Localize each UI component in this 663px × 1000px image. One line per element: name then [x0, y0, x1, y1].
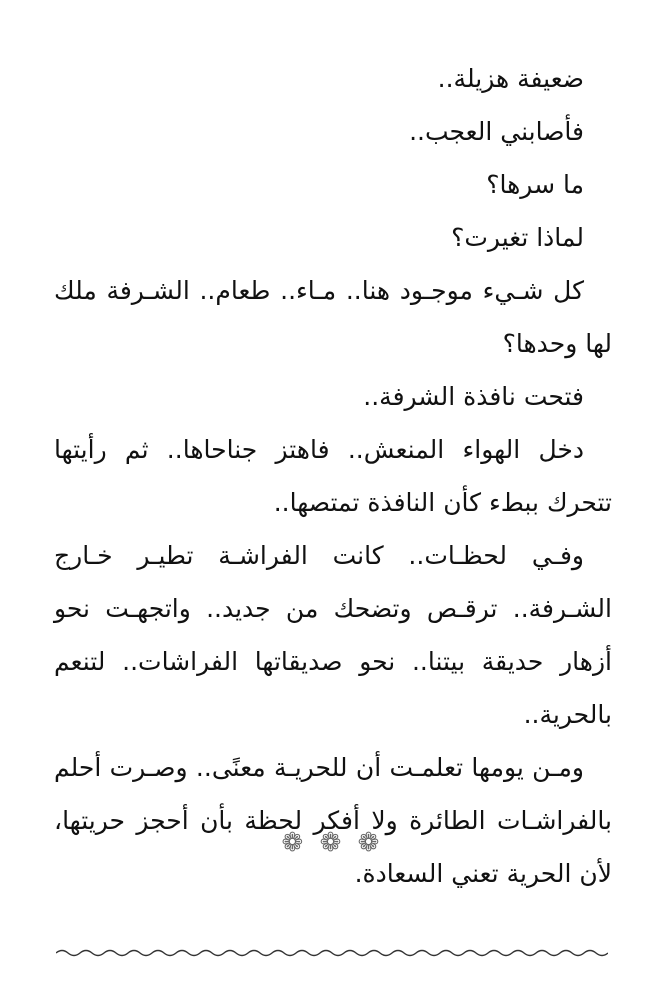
flower-ornament-icon: ❁ — [281, 828, 306, 858]
paragraph: كل شـيء موجـود هنا.. مـاء.. طعام.. الشـرفة ملك لها وحدها؟ — [54, 276, 612, 358]
section-ornament — [0, 828, 663, 858]
text-line: ما سرها؟ — [486, 170, 584, 199]
flower-ornament-icon: ❁ — [319, 828, 344, 858]
page-text — [54, 52, 612, 900]
wavy-divider — [56, 946, 608, 960]
paragraph: ومـن يومها تعلمـت أن للحريـة معنًى.. وصـرت أحلم بالفراشـات الطائرة ولا أفكر لحظة بأن أحجز حريتها، لأن الحرية تعني السعادة. — [54, 753, 612, 888]
text-line: لماذا تغيرت؟ — [451, 223, 584, 252]
paragraph: فتحت نافذة الشرفة.. — [363, 382, 584, 411]
flower-ornament-icon: ❁ — [357, 828, 382, 858]
paragraph: وفـي لحظـات.. كانت الفراشـة تطيـر خـارج الشـرفة.. ترقـص وتضحك من جديد.. واتجهـت نحو أزهار حديقة بيتنا.. نحو صديقاتها الفراشات.. لتنعم بالحرية.. — [54, 541, 612, 729]
text-line: فأصابني العجب.. — [409, 117, 584, 146]
text-line: ضعيفة هزيلة.. — [437, 64, 584, 93]
paragraph: دخل الهواء المنعش.. فاهتز جناحاها.. ثم رأيتها تتحرك ببطء كأن النافذة تمتصها.. — [54, 435, 612, 517]
